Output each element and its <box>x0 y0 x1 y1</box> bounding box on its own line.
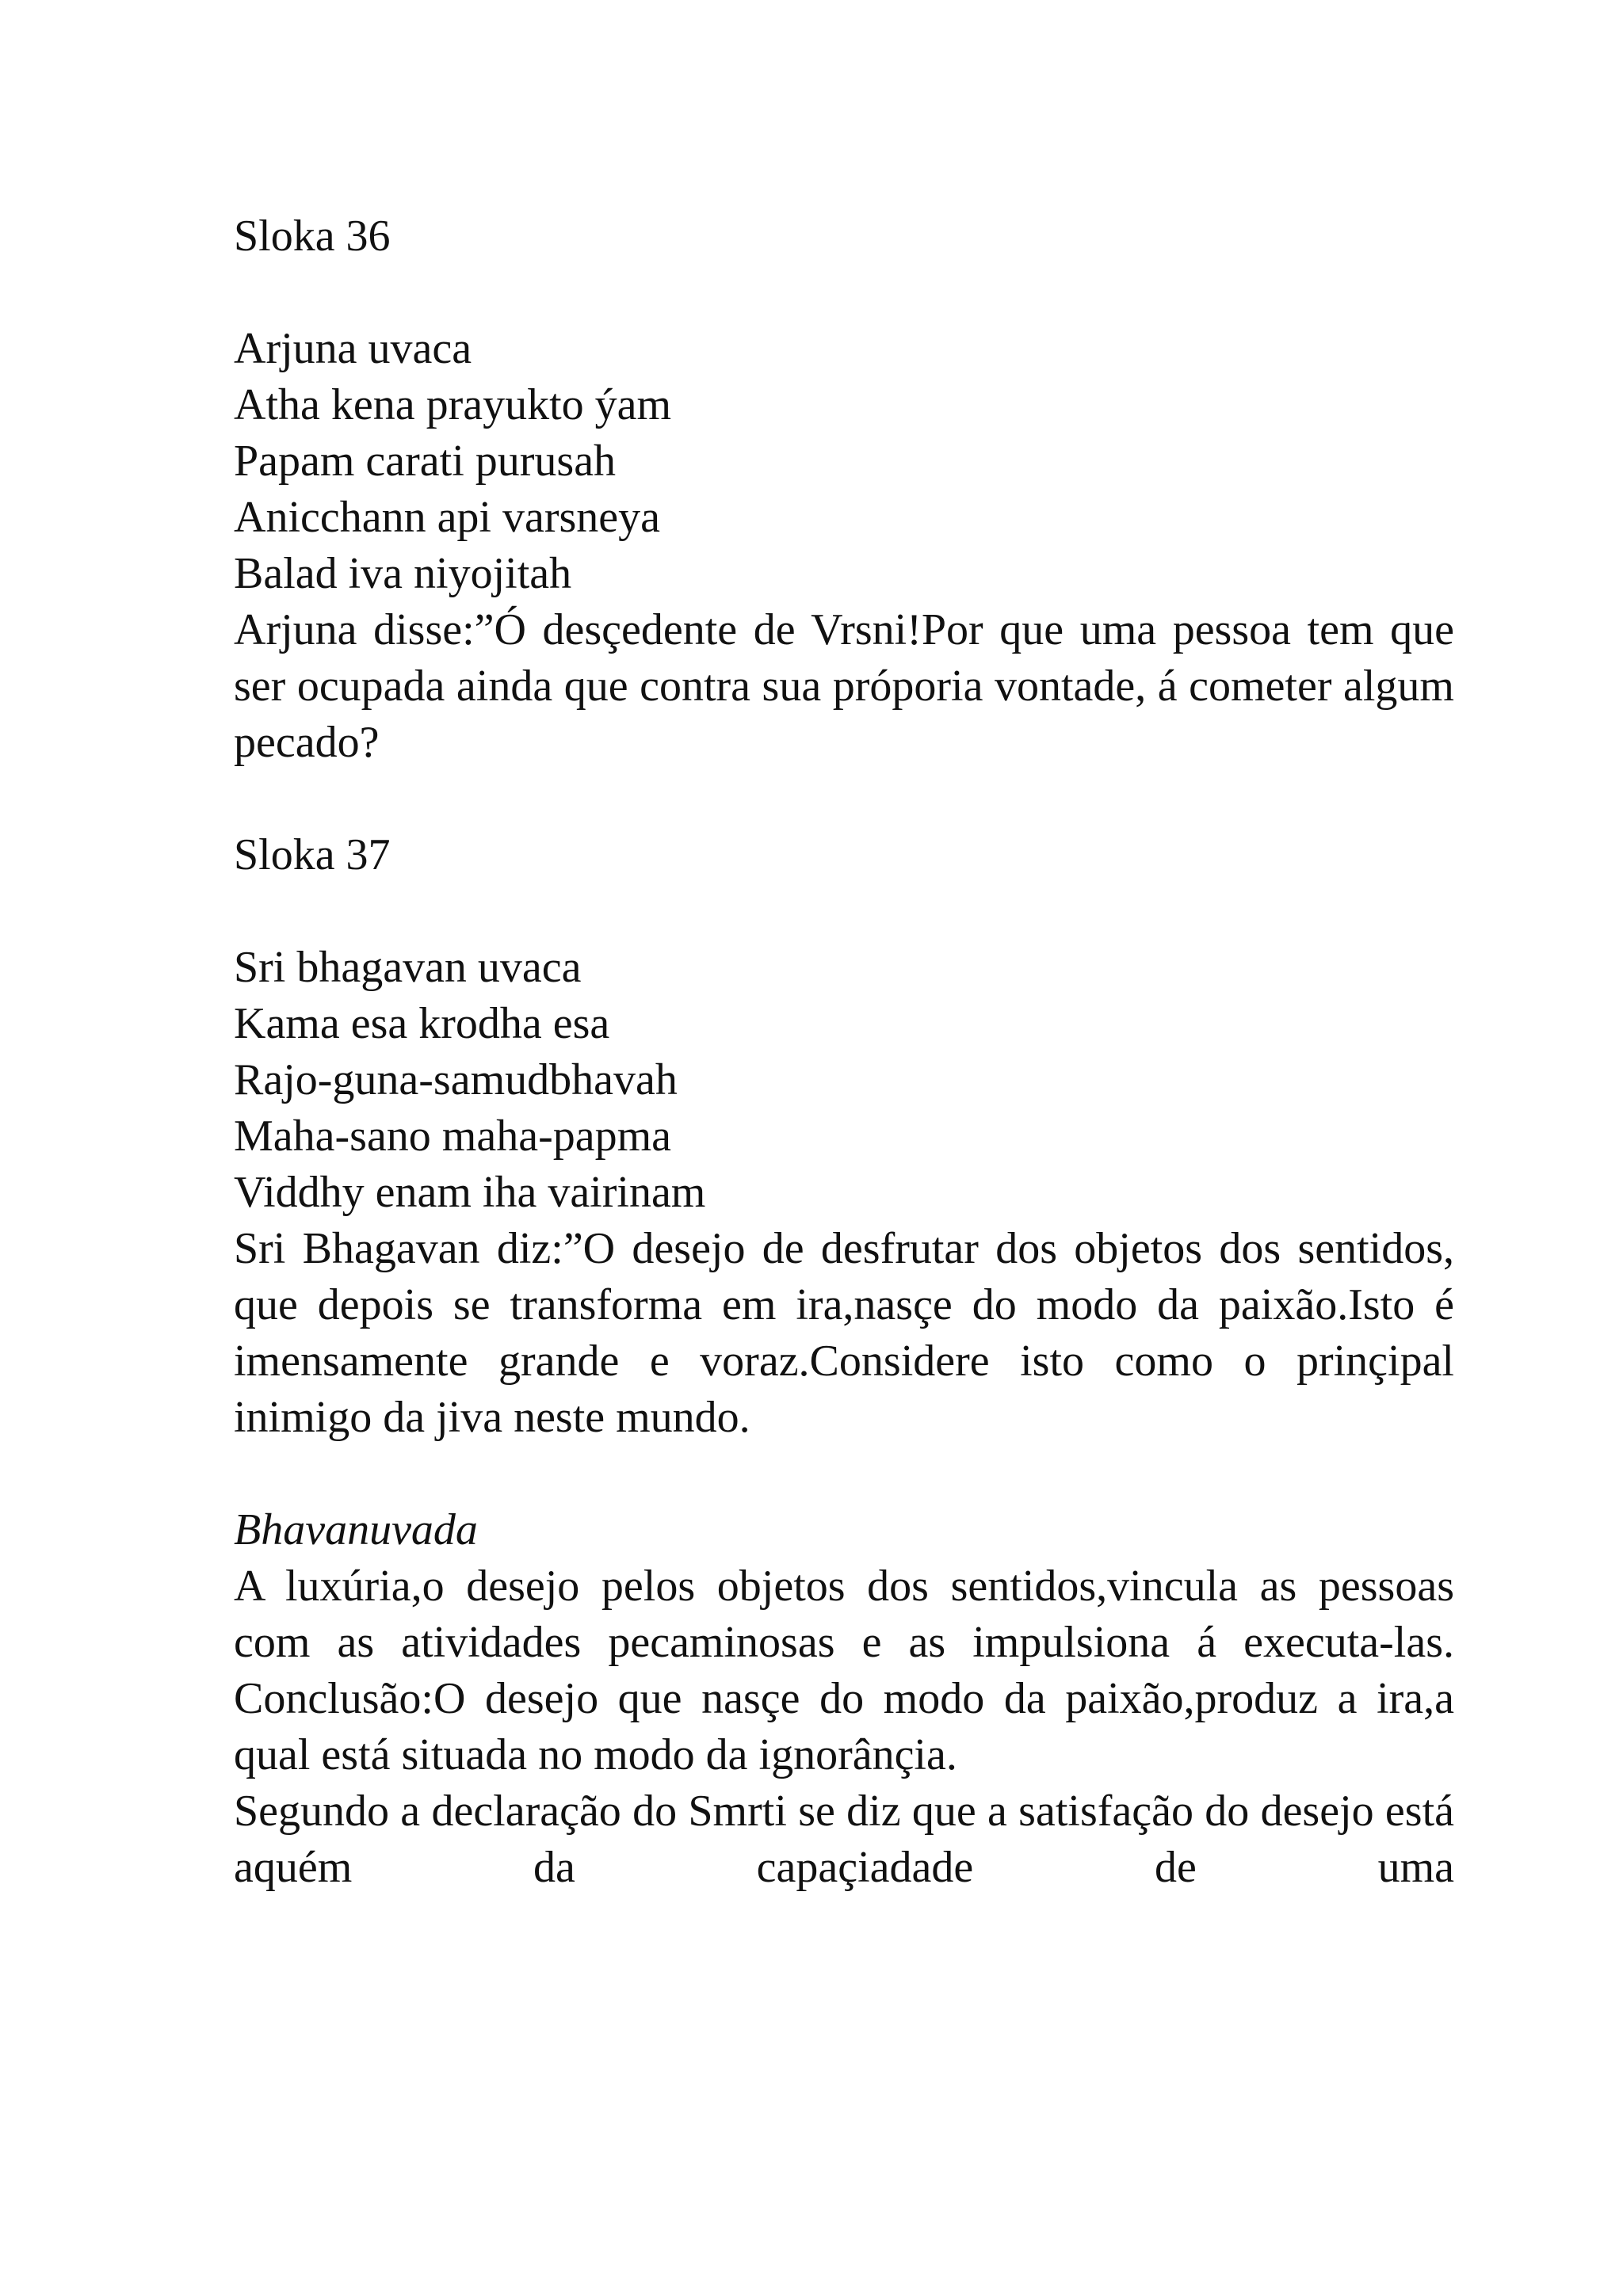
verse-line: Atha kena prayukto ýam <box>234 380 672 429</box>
commentary-paragraph: A luxúria,o desejo pelos objetos dos sentidos,vincula as pessoas com as atividades pecaminosas e as impulsiona á executa-las. Conclusão:O desejo que nasçe do modo da paixão,produz a ira,a qual está situada no modo da ignorânçia. <box>234 1562 1454 1779</box>
sloka-37-verse <box>234 940 1454 1221</box>
verse-line: Kama esa krodha esa <box>234 999 610 1048</box>
commentary-heading: Bhavanuvada <box>234 1505 478 1554</box>
commentary-section <box>234 1502 1454 1896</box>
document-page <box>234 208 1454 1896</box>
verse-line: Papam carati purusah <box>234 437 617 486</box>
sloka-37-translation: Sri Bhagavan diz:”O desejo de desfrutar dos objetos dos sentidos, que depois se transforma em ira,nasçe do modo da paixão.Isto é imensamente grande e voraz.Considere isto como o prinçipal inimigo da jiva neste mundo. <box>234 1224 1454 1442</box>
verse-line: Maha-sano maha-papma <box>234 1112 671 1161</box>
verse-line: Arjuna uvaca <box>234 324 472 373</box>
sloka-37-section <box>234 827 1454 1446</box>
verse-line: Anicchann api varsneya <box>234 493 660 542</box>
verse-line: Sri bhagavan uvaca <box>234 943 582 992</box>
verse-line: Rajo-guna-samudbhavah <box>234 1055 678 1104</box>
sloka-36-heading: Sloka 36 <box>234 212 391 261</box>
sloka-36-section <box>234 208 1454 771</box>
sloka-36-translation: Arjuna disse:”Ó desçedente de Vrsni!Por que uma pessoa tem que ser ocupada ainda que contra sua próporia vontade, á cometer algum pecado? <box>234 605 1454 767</box>
verse-line: Viddhy enam iha vairinam <box>234 1168 706 1217</box>
sloka-36-verse <box>234 321 1454 602</box>
commentary-paragraph: Segundo a declaração do Smrti se diz que a satisfação do desejo está aquém da capaçiadade de uma <box>234 1787 1454 1892</box>
verse-line: Balad iva niyojitah <box>234 549 572 598</box>
sloka-37-heading: Sloka 37 <box>234 830 391 879</box>
